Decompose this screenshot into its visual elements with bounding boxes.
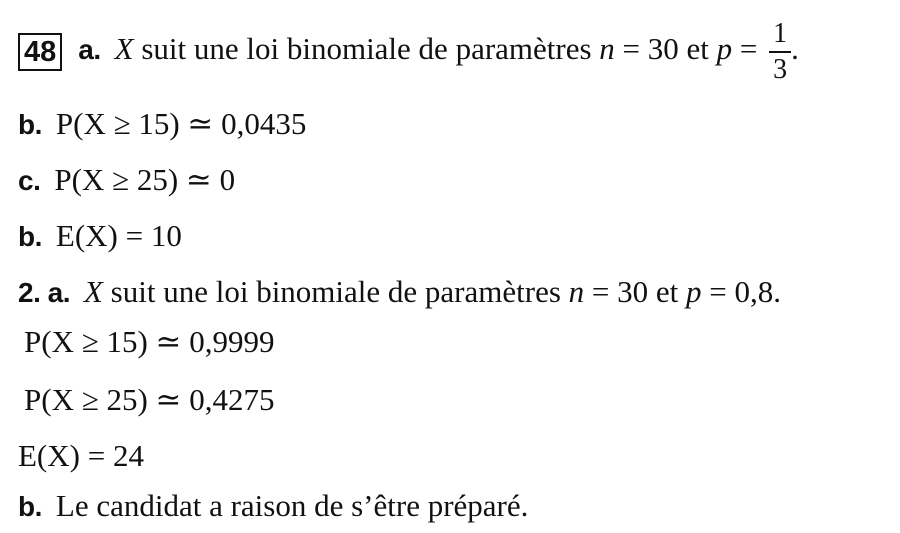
line-1 [18,20,799,84]
item-label-2a: 2. a. [18,277,70,308]
item-label-c: c. [18,165,41,196]
fraction-denominator: 3 [773,54,788,85]
expectation-expression: E(X) = 24 [18,438,144,473]
variable-n: n [599,31,615,67]
line-5 [18,276,781,307]
variable-p: p [716,31,733,67]
probability-expression: P(X ≥ 15) ≃ 0,0435 [55,106,307,141]
variable-x: X [83,274,103,309]
n-value: = 30 et [584,274,687,309]
line-9 [18,490,528,521]
p-value: = 0,8. [701,274,781,309]
variable-n: n [568,274,585,309]
conclusion-text: Le candidat a raison de s’être préparé. [55,488,529,523]
line-2 [18,108,306,139]
probability-expression: P(X ≥ 25) ≃ 0,4275 [24,382,275,417]
item-label-b: b. [18,221,42,252]
fraction [769,20,791,84]
line-3 [18,164,235,195]
item-label-b: b. [18,109,42,140]
variable-p: p [686,274,702,309]
expectation-expression: E(X) = 10 [55,218,182,253]
item-label-a: a. [78,34,101,66]
p-equals: = [732,31,766,67]
variable-x: X [114,31,134,67]
line-1-end: . [791,31,799,67]
n-value: = 30 et [614,31,717,67]
line-1-text: suit une loi binomiale de paramètres [133,31,600,67]
line-6 [24,326,275,357]
probability-expression: P(X ≥ 25) ≃ 0 [54,162,236,197]
exercise-number-badge: 48 [18,33,62,71]
line-7 [24,384,275,415]
probability-expression: P(X ≥ 15) ≃ 0,9999 [24,324,275,359]
fraction-bar [769,51,791,53]
line-8 [18,440,144,471]
fraction-numerator: 1 [773,18,788,49]
item-label-b: b. [18,491,42,522]
line-5-text: suit une loi binomiale de paramètres [102,274,569,309]
line-4 [18,220,182,251]
